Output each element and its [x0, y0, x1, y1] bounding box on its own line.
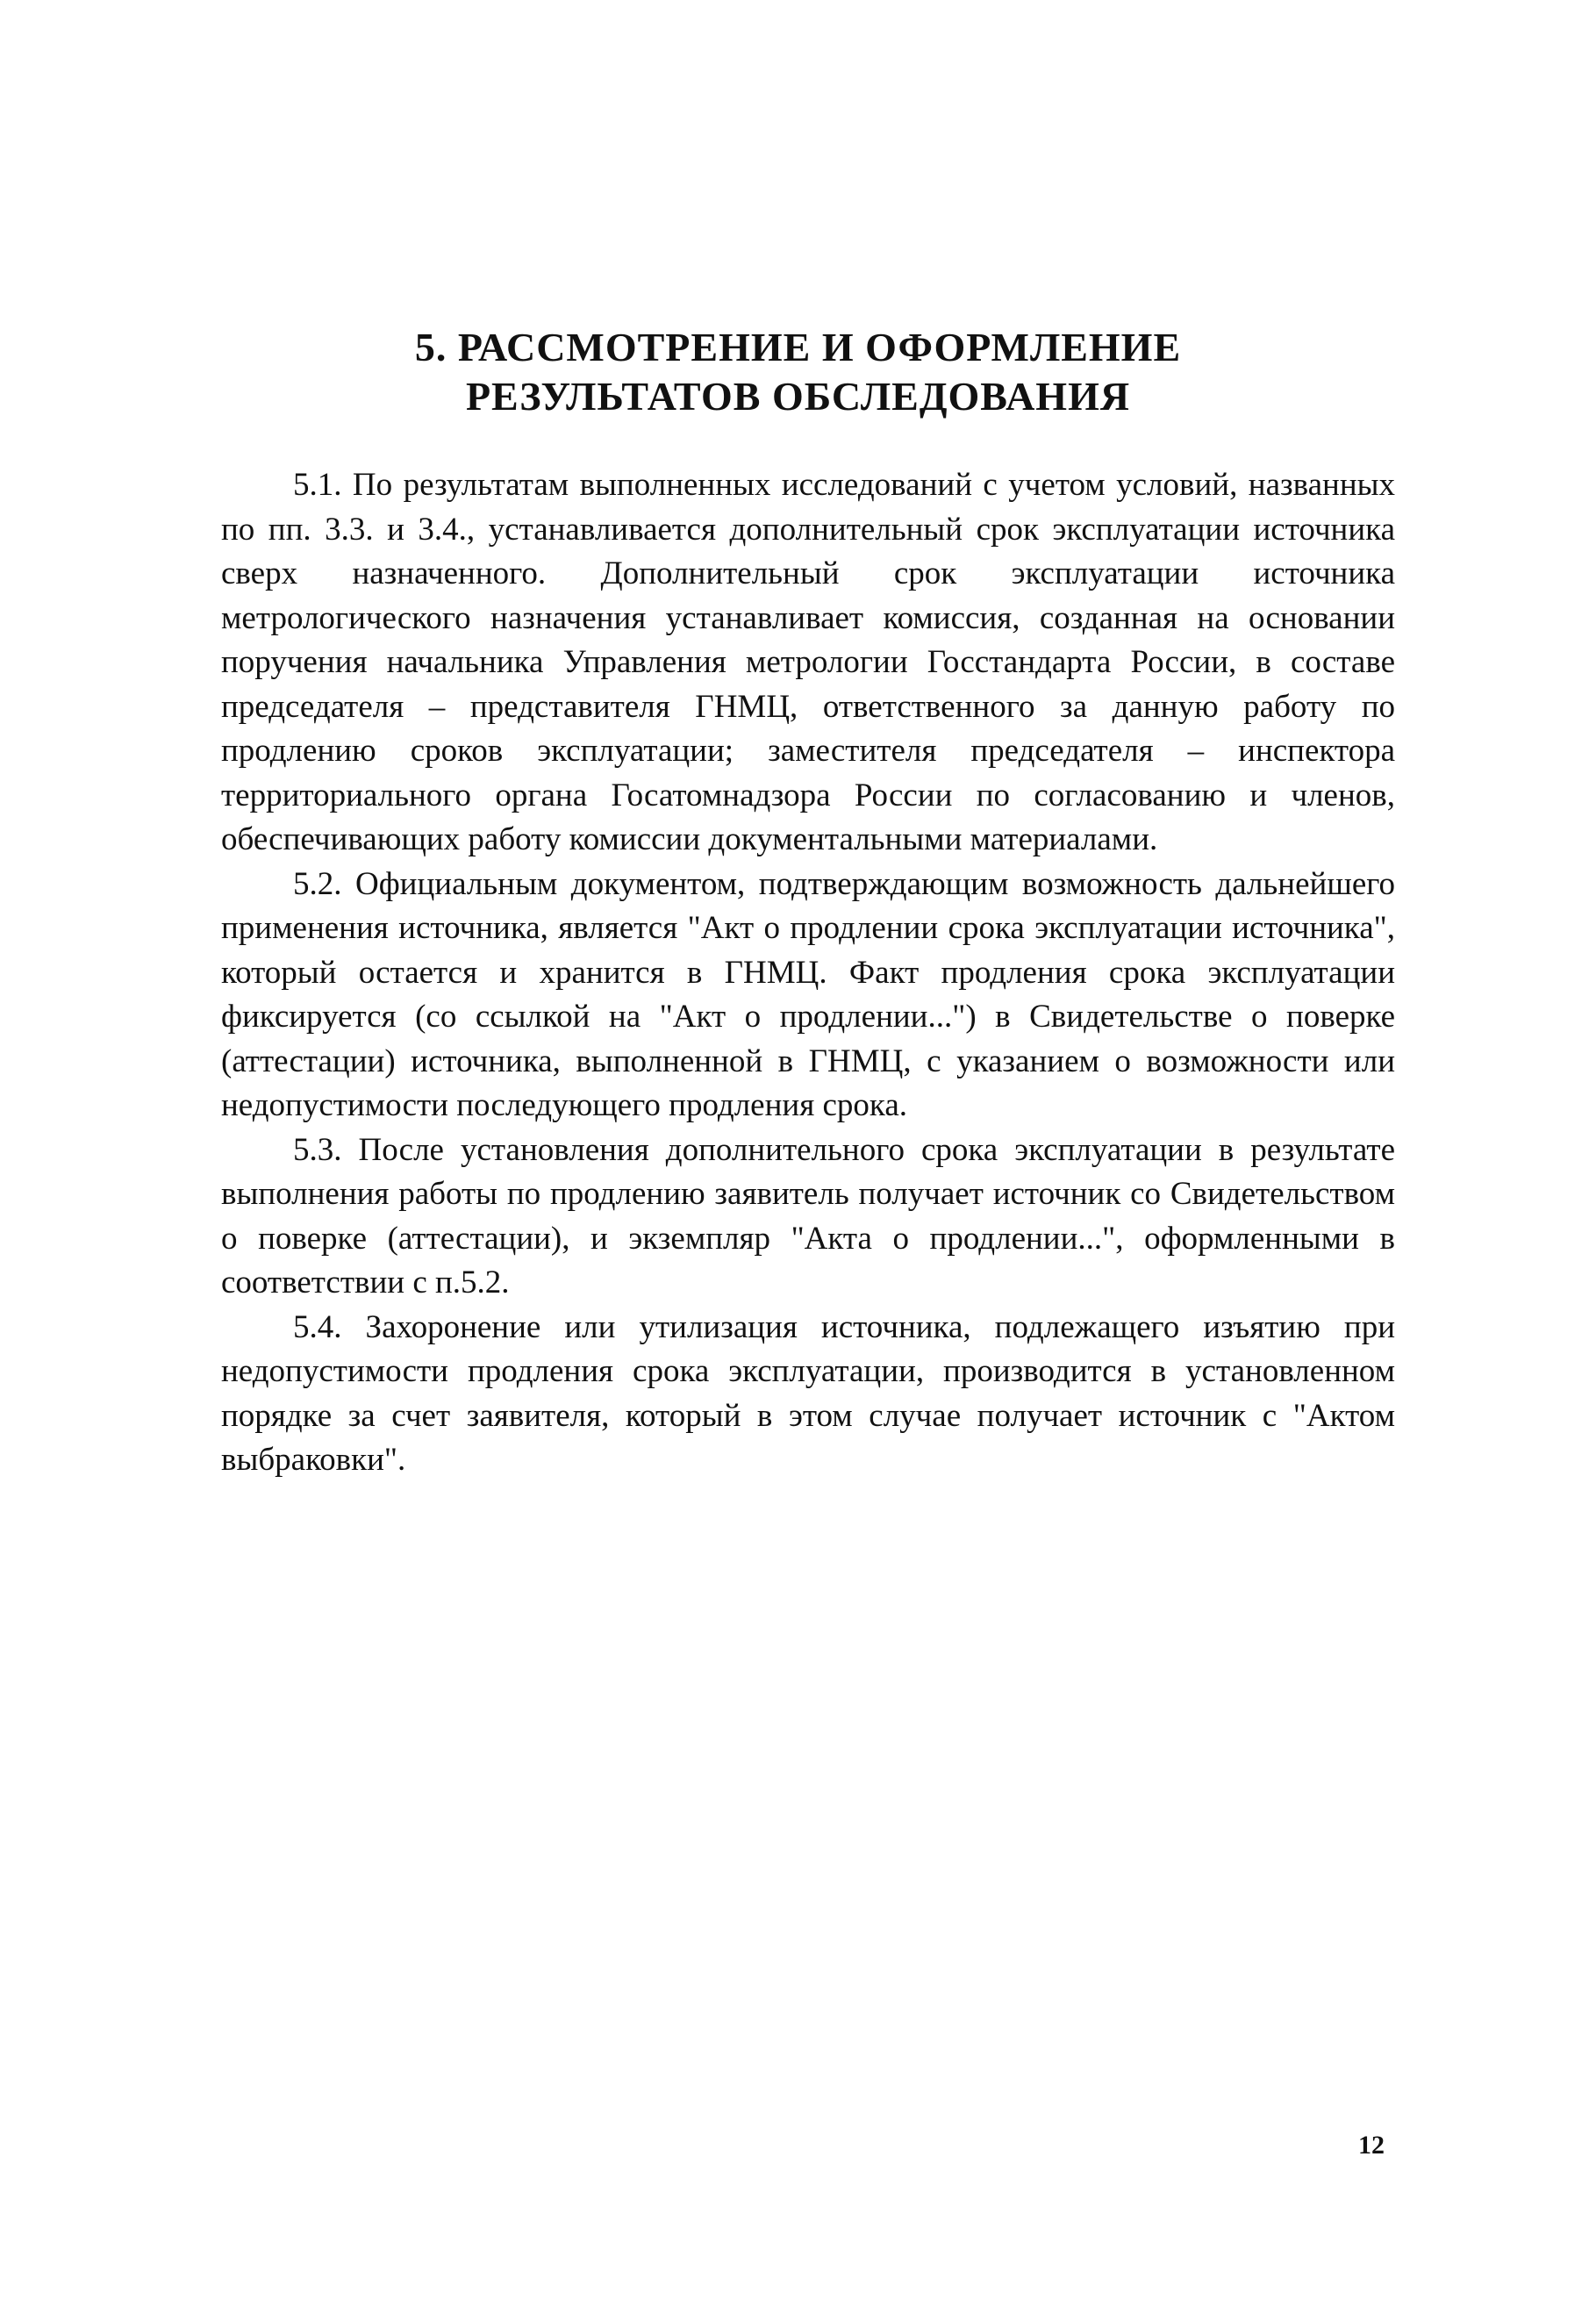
- paragraph-5-1: 5.1. По результатам выполненных исследований с учетом условий, названных по пп. 3.3. и 3.4., устанавливается дополнительный срок эксплуатации источника сверх назначенного. Дополнительный срок эксплуатации источника метрологического назначения устанавливает комиссия, созданная на основании поручения начальника Управления метрологии Госстандарта России, в составе председателя – представителя ГНМЦ, ответственного за данную работу по продлению сроков эксплуатации; заместителя председателя – инспектора территориального органа Госатомнадзора России по согласованию и членов, обеспечивающих работу комиссии документальными материалами.: [221, 467, 1395, 857]
- paragraph-5-4: 5.4. Захоронение или утилизация источника, подлежащего изъятию при недопустимости продления срока эксплуатации, производится в установленном порядке за счет заявителя, который в этом случае получает источник с "Актом выбраковки".: [221, 1308, 1395, 1478]
- section-heading-line-2: РЕЗУЛЬТАТОВ ОБСЛЕДОВАНИЯ: [465, 374, 1131, 419]
- section-body: [221, 463, 1395, 1483]
- paragraph-5-3: 5.3. После установления дополнительного срока эксплуатации в результате выполнения работы по продлению заявитель получает источник со Свидетельством о поверке (аттестации), и экземпляр "Акта о продлении...", оформленными в соответствии с п.5.2.: [221, 1131, 1395, 1300]
- section-heading: [175, 323, 1421, 421]
- page-number: 12: [1358, 2131, 1385, 2160]
- paragraph-5-2: 5.2. Официальным документом, подтверждающим возможность дальнейшего применения источника, является "Акт о продлении срока эксплуатации источника", который остается и хранится в ГНМЦ. Факт продления срока эксплуатации фиксируется (со ссылкой на "Акт о продлении...") в Свидетельстве о поверке (аттестации) источника, выполненной в ГНМЦ, с указанием о возможности или недопустимости последующего продления срока.: [221, 865, 1395, 1123]
- section-heading-line-1: 5. РАССМОТРЕНИЕ И ОФОРМЛЕНИЕ: [414, 325, 1182, 369]
